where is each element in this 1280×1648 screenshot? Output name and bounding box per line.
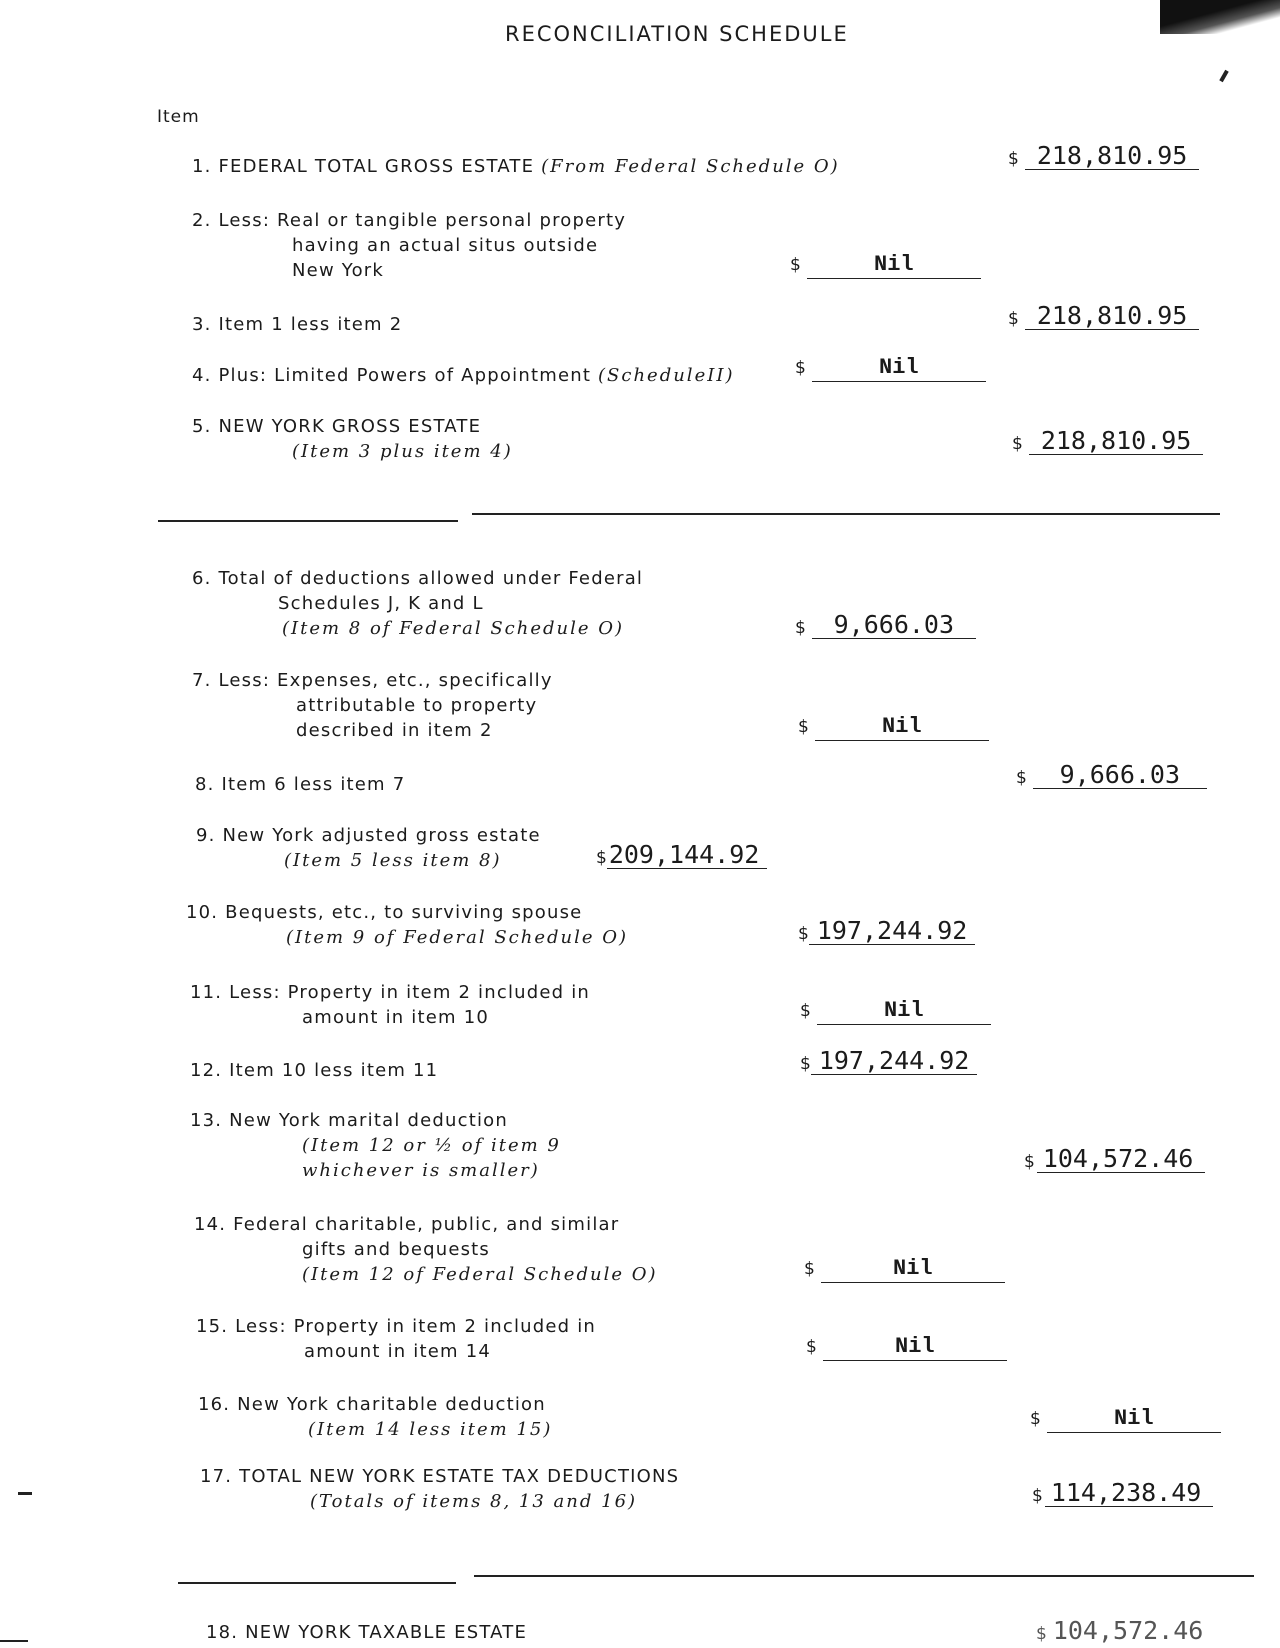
bottom-divider-right [474,1575,1254,1577]
row-17-amount: $ 114,238.49 [1032,1480,1213,1507]
row-14-label: 14. Federal charitable, public, and similar gifts and bequests (Item 12 of Federal Schedule O) [194,1214,658,1285]
row-9-amount: $209,144.92 [596,842,767,869]
row-16-amount: $ Nil [1030,1406,1221,1433]
row-3-label: 3. Item 1 less item 2 [192,314,403,335]
row-18-label: 18. NEW YORK TAXABLE ESTATE [206,1622,528,1643]
page-title: RECONCILIATION SCHEDULE [505,22,849,46]
bottom-divider-left [178,1582,456,1584]
row-7-amount: $ Nil [798,714,989,741]
row-15-label: 15. Less: Property in item 2 included in amount in item 14 [196,1316,597,1362]
row-5-label: 5. NEW YORK GROSS ESTATE (Item 3 plus item 4) [192,416,513,462]
row-12-label: 12. Item 10 less item 11 [190,1060,439,1081]
section-divider-right [472,513,1220,515]
scan-speck [18,1492,32,1495]
row-10-label: 10. Bequests, etc., to surviving spouse (Item 9 of Federal Schedule O) [186,902,629,948]
row-18-amount: $ 104,572.46 [1036,1616,1204,1645]
row-16-label: 16. New York charitable deduction (Item 14 less item 15) [198,1394,553,1440]
row-11-label: 11. Less: Property in item 2 included in amount in item 10 [190,982,591,1028]
row-17-label: 17. TOTAL NEW YORK ESTATE TAX DEDUCTIONS (Totals of items 8, 13 and 16) [200,1466,680,1512]
row-11-amount: $ Nil [800,998,991,1025]
scan-speck [0,1640,28,1642]
row-4-label: 4. Plus: Limited Powers of Appointment (ScheduleII) [192,365,735,386]
row-8-amount: $ 9,666.03 [1016,762,1207,789]
row-12-amount: $ 197,244.92 [800,1048,977,1075]
row-2-label: 2. Less: Real or tangible personal property having an actual situs outside New York [192,210,627,281]
row-13-label: 13. New York marital deduction (Item 12 or ½ of item 9 whichever is smaller) [190,1110,561,1181]
row-15-amount: $ Nil [806,1334,1007,1361]
row-8-label: 8. Item 6 less item 7 [195,774,406,795]
row-2-amount: $ Nil [790,252,981,279]
row-9-label: 9. New York adjusted gross estate (Item 5 less item 8) [196,825,541,871]
row-13-amount: $ 104,572.46 [1024,1146,1205,1173]
row-10-amount: $ 197,244.92 [798,918,975,945]
row-4-amount: $ Nil [795,355,986,382]
scan-corner-mark [1160,0,1280,34]
row-5-amount: $ 218,810.95 [1012,428,1203,455]
scan-speck [1219,70,1228,82]
row-1-label: 1. FEDERAL TOTAL GROSS ESTATE (From Federal Schedule O) [192,156,840,177]
row-14-amount: $ Nil [804,1256,1005,1283]
section-divider-left [158,520,458,522]
row-7-label: 7. Less: Expenses, etc., specifically attributable to property described in item 2 [192,670,553,741]
row-6-amount: $ 9,666.03 [795,612,976,639]
row-3-amount: $ 218,810.95 [1008,303,1199,330]
row-1-amount: $ 218,810.95 [1008,143,1199,170]
item-column-header: Item [157,107,200,127]
row-6-label: 6. Total of deductions allowed under Federal Schedules J, K and L (Item 8 of Federal Schedule O) [192,568,644,639]
